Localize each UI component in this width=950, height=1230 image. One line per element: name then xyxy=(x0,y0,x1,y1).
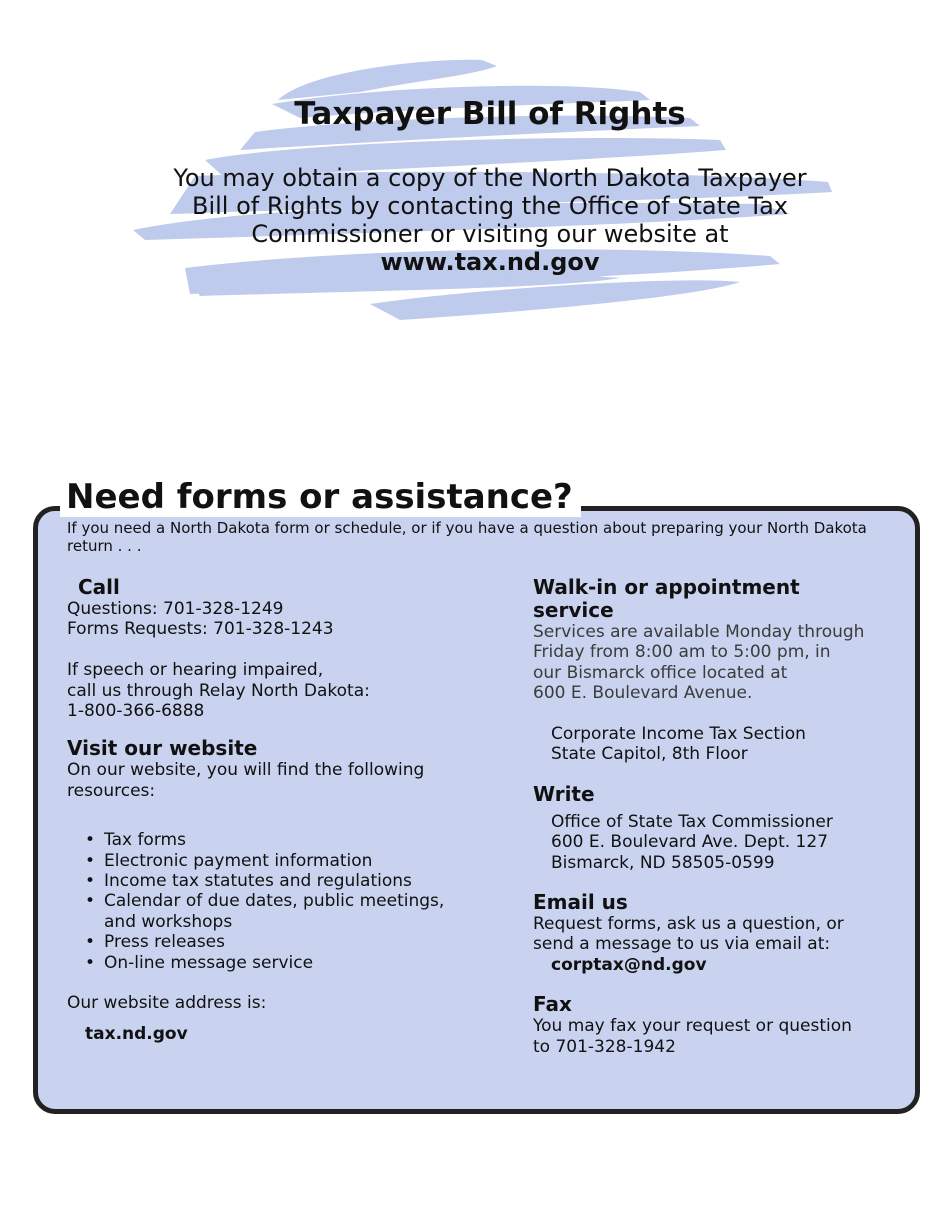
relay-line: call us through Relay North Dakota: xyxy=(67,680,370,701)
list-item-continuation: and workshops xyxy=(104,911,233,932)
forms-requests-phone: Forms Requests: 701-328-1243 xyxy=(67,619,334,640)
list-item: • Tax forms xyxy=(85,830,487,850)
bill-of-rights-line: Commissioner or visiting our website at xyxy=(251,220,729,248)
fax-section xyxy=(533,993,883,1057)
questions-phone: Questions: 701-328-1249 xyxy=(67,599,284,619)
walkin-section xyxy=(533,576,883,765)
list-item: • Calendar of due dates, public meetings, xyxy=(85,891,487,911)
email-address-link[interactable]: corptax@nd.gov xyxy=(551,954,707,975)
email-text-line: send a message to us via email at: xyxy=(533,934,831,955)
walkin-title-line: Walk-in or appointment xyxy=(533,575,800,599)
email-section xyxy=(533,891,883,975)
walkin-location-line: State Capitol, 8th Floor xyxy=(551,744,748,765)
walkin-title-line: service xyxy=(533,598,614,622)
assistance-intro: If you need a North Dakota form or schedule, or if you have a question about preparing your North Dakota return . . . xyxy=(67,519,867,555)
walkin-title xyxy=(533,576,883,622)
website-title: Visit our website xyxy=(67,736,258,761)
walkin-text-line: Friday from 8:00 am to 5:00 pm, in xyxy=(533,642,831,663)
walkin-text-line: Services are available Monday through xyxy=(533,622,865,642)
taxpayer-bill-of-rights xyxy=(130,94,850,276)
bill-of-rights-title: Taxpayer Bill of Rights xyxy=(294,96,686,132)
website-address-label: Our website address is: xyxy=(67,993,267,1014)
fax-text-line: to 701-328-1942 xyxy=(533,1036,676,1057)
email-title: Email us xyxy=(533,890,628,915)
walkin-text-line: our Bismarck office located at xyxy=(533,662,788,683)
walkin-location-line: Corporate Income Tax Section xyxy=(551,724,806,745)
bill-of-rights-line: You may obtain a copy of the North Dakota Taxpayer xyxy=(173,164,807,192)
write-section xyxy=(533,783,883,873)
mailing-address-line: Office of State Tax Commissioner xyxy=(551,811,833,832)
website-intro-line: resources: xyxy=(67,780,156,801)
write-title: Write xyxy=(533,781,595,806)
assistance-right-column xyxy=(533,576,883,1057)
website-section xyxy=(67,737,487,1044)
bill-of-rights-text xyxy=(130,164,850,276)
website-address-link[interactable]: tax.nd.gov xyxy=(85,1023,188,1044)
list-item: • On-line message service xyxy=(85,953,487,973)
call-section xyxy=(67,576,487,721)
call-title: Call xyxy=(78,575,120,599)
website-intro-line: On our website, you will find the following xyxy=(67,760,425,781)
walkin-text-line: 600 E. Boulevard Avenue. xyxy=(533,683,753,704)
bill-of-rights-website-link[interactable]: www.tax.nd.gov xyxy=(380,248,600,276)
assistance-heading: Need forms or assistance? xyxy=(60,477,581,517)
mailing-address-line: Bismarck, ND 58505-0599 xyxy=(551,852,775,873)
fax-text-line: You may fax your request or question xyxy=(533,1016,852,1037)
relay-line: If speech or hearing impaired, xyxy=(67,660,324,681)
relay-phone: 1-800-366-6888 xyxy=(67,701,205,722)
list-item: • Electronic payment information xyxy=(85,851,487,871)
bill-of-rights-line: Bill of Rights by contacting the Office of State Tax xyxy=(191,192,789,220)
resources-list xyxy=(67,830,487,973)
mailing-address-line: 600 E. Boulevard Ave. Dept. 127 xyxy=(551,832,829,853)
assistance-left-column xyxy=(67,576,487,1044)
list-item: • Press releases xyxy=(85,932,487,952)
list-item: • Income tax statutes and regulations xyxy=(85,871,487,891)
fax-title: Fax xyxy=(533,992,572,1017)
email-text-line: Request forms, ask us a question, or xyxy=(533,914,844,935)
